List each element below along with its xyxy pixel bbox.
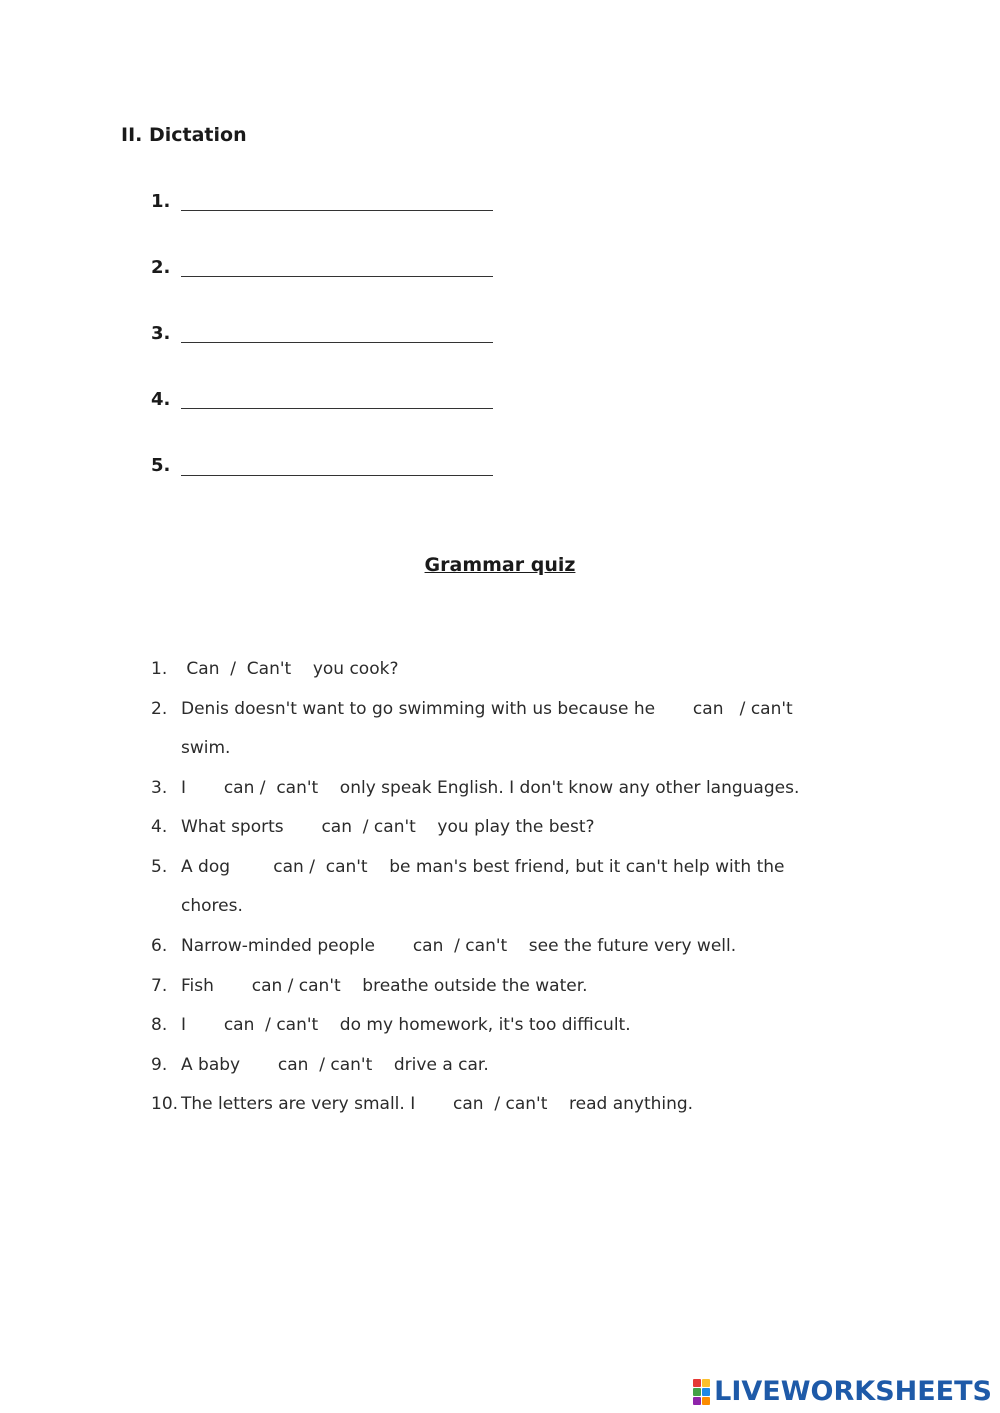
dictation-answer-line[interactable] xyxy=(181,276,493,277)
question-text[interactable]: The letters are very small. I can / can't read anything. xyxy=(181,1094,694,1114)
question-text[interactable]: Can / Can't you cook? xyxy=(181,659,399,679)
logo-tile xyxy=(702,1388,710,1396)
question-number: 3. xyxy=(151,778,168,798)
brand-name: LIVEWORKSHEETS xyxy=(714,1376,992,1407)
section-title: II. Dictation xyxy=(121,124,247,146)
question-number: 9. xyxy=(151,1055,168,1075)
dictation-number: 5. xyxy=(151,455,171,476)
question-number: 4. xyxy=(151,817,168,837)
liveworksheets-logo-icon xyxy=(693,1379,710,1405)
logo-tile xyxy=(693,1379,701,1387)
dictation-number: 2. xyxy=(151,257,171,278)
dictation-answer-line[interactable] xyxy=(181,210,493,211)
question-number: 10. xyxy=(151,1094,179,1114)
question-text[interactable]: What sports can / can't you play the best? xyxy=(181,817,595,837)
question-text[interactable]: Denis doesn't want to go swimming with us because he can / can't xyxy=(181,699,793,719)
dictation-answer-line[interactable] xyxy=(181,342,493,343)
question-text[interactable]: Narrow-minded people can / can't see the future very well. xyxy=(181,936,737,956)
question-number: 2. xyxy=(151,699,168,719)
dictation-number: 3. xyxy=(151,323,171,344)
dictation-answer-line[interactable] xyxy=(181,408,493,409)
question-text[interactable]: I can / can't only speak English. I don't know any other languages. xyxy=(181,778,800,798)
question-number: 6. xyxy=(151,936,168,956)
logo-tile xyxy=(693,1397,701,1405)
quiz-title: Grammar quiz xyxy=(424,554,576,576)
question-text[interactable]: I can / can't do my homework, it's too difficult. xyxy=(181,1015,631,1035)
dictation-answer-line[interactable] xyxy=(181,475,493,476)
question-number: 8. xyxy=(151,1015,168,1035)
question-text-continued: chores. xyxy=(181,896,243,916)
dictation-number: 4. xyxy=(151,389,171,410)
question-text[interactable]: A dog can / can't be man's best friend, but it can't help with the xyxy=(181,857,785,877)
question-number: 5. xyxy=(151,857,168,877)
logo-tile xyxy=(702,1397,710,1405)
logo-tile xyxy=(702,1379,710,1387)
dictation-number: 1. xyxy=(151,191,171,212)
question-number: 1. xyxy=(151,659,168,679)
logo-tile xyxy=(693,1388,701,1396)
footer-brand xyxy=(693,1376,992,1407)
question-number: 7. xyxy=(151,976,168,996)
question-text[interactable]: A baby can / can't drive a car. xyxy=(181,1055,489,1075)
question-text-continued: swim. xyxy=(181,738,231,758)
question-text[interactable]: Fish can / can't breathe outside the water. xyxy=(181,976,588,996)
